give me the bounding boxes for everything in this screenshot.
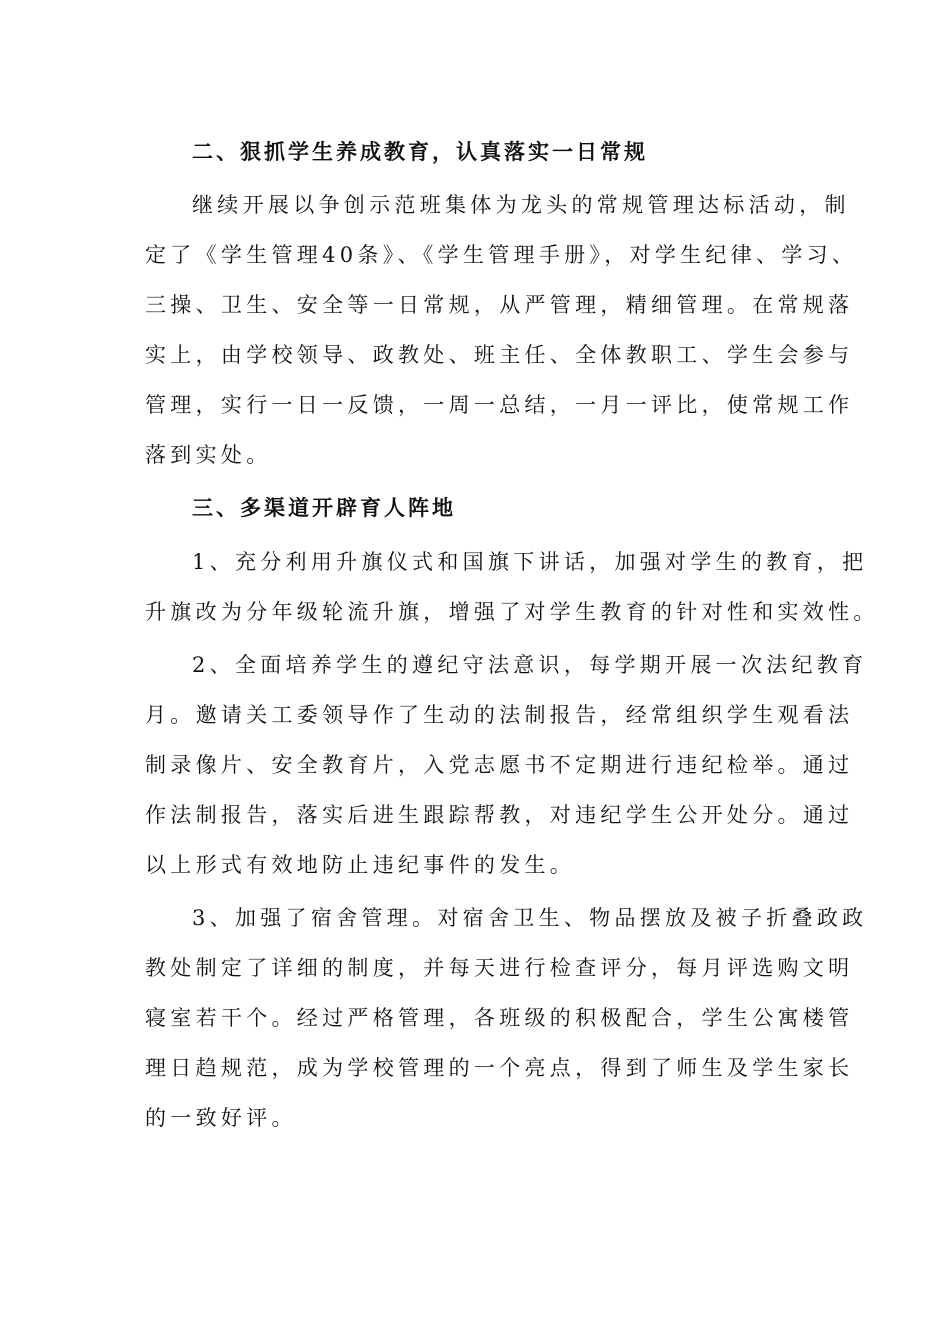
paragraph-line: 教处制定了详细的制度，并每天进行检查评分，每月评选购文明 bbox=[145, 956, 854, 980]
paragraph-line: 2、全面培养学生的遵纪守法意识，每学期开展一次法纪教育 bbox=[192, 653, 868, 677]
paragraph-line: 理日趋规范，成为学校管理的一个亮点，得到了师生及学生家长 bbox=[145, 1056, 854, 1080]
paragraph-line: 升旗改为分年级轮流升旗，增强了对学生教育的针对性和实效性。 bbox=[145, 600, 879, 624]
paragraph-line: 管理，实行一日一反馈，一周一总结，一月一评比，使常规工作 bbox=[145, 393, 854, 417]
paragraph-line: 的一致好评。 bbox=[145, 1106, 297, 1130]
paragraph-line: 1、充分利用升旗仪式和国旗下讲话，加强对学生的教育，把 bbox=[192, 550, 868, 574]
paragraph-line: 以上形式有效地防止违纪事件的发生。 bbox=[145, 853, 576, 877]
paragraph-line: 制录像片、安全教育片，入党志愿书不定期进行违纪检举。通过 bbox=[145, 753, 854, 777]
paragraph-line: 实上，由学校领导、政教处、班主任、全体教职工、学生会参与 bbox=[145, 343, 854, 367]
paragraph-line: 继续开展以争创示范班集体为龙头的常规管理达标活动，制 bbox=[192, 193, 850, 217]
paragraph-line: 月。邀请关工委领导作了生动的法制报告，经常组织学生观看法 bbox=[145, 703, 854, 727]
paragraph-line: 寝室若干个。经过严格管理，各班级的积极配合，学生公寓楼管 bbox=[145, 1006, 854, 1030]
paragraph-line: 定了《学生管理40条》、《学生管理手册》，对学生纪律、学习、 bbox=[145, 243, 858, 267]
section-3-heading: 三、多渠道开辟育人阵地 bbox=[192, 495, 456, 520]
paragraph-line: 落到实处。 bbox=[145, 443, 272, 467]
paragraph-line: 三操、卫生、安全等一日常规，从严管理，精细管理。在常规落 bbox=[145, 293, 854, 317]
section-2-heading: 二、狠抓学生养成教育，认真落实一日常规 bbox=[192, 139, 648, 164]
paragraph-line: 作法制报告，落实后进生跟踪帮教，对违纪学生公开处分。通过 bbox=[145, 803, 854, 827]
paragraph-line: 3、加强了宿舍管理。对宿舍卫生、物品摆放及被子折叠政政 bbox=[192, 906, 868, 930]
